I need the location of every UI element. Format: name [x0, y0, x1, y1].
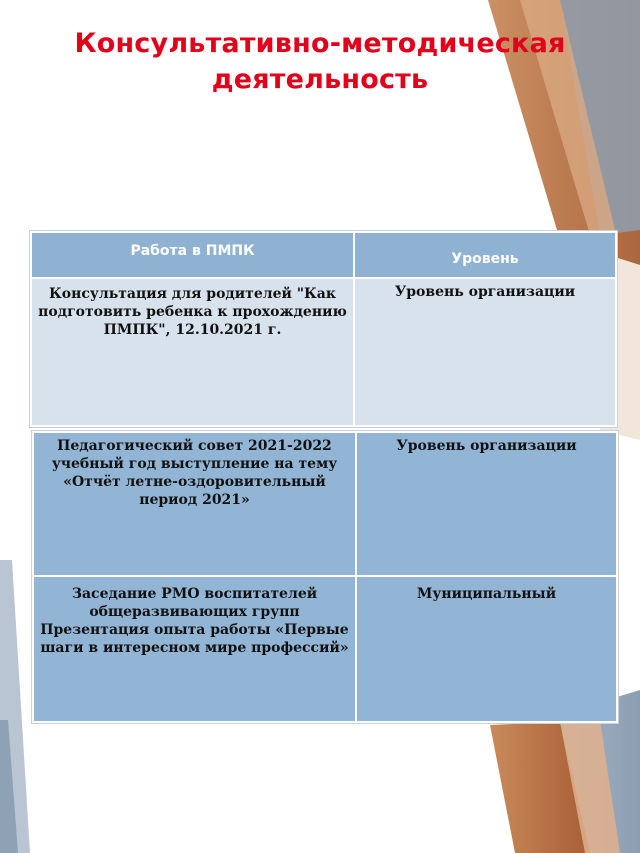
- pmpk-table: [30, 231, 617, 427]
- cell-level: Муниципальный: [356, 576, 617, 722]
- table-row: [33, 576, 617, 722]
- cell-level: Уровень организации: [356, 432, 617, 576]
- page-title: Консультативно-методическая деятельность: [74, 28, 566, 95]
- table-row: [33, 432, 617, 576]
- header-work: Работа в ПМПК: [31, 232, 354, 278]
- cell-level: Уровень организации: [354, 278, 616, 426]
- cell-event: Консультация для родителей "Как подготовить ребенка к прохождению ПМПК", 12.10.2021 г.: [31, 278, 354, 426]
- table-header-row: [31, 232, 616, 278]
- table-row: [31, 278, 616, 426]
- header-level: Уровень: [354, 232, 616, 278]
- events-table: [32, 431, 618, 723]
- cell-event: Заседание РМО воспитателей общеразвивающих групп Презентация опыта работы «Первые шаги в интересном мире профессий»: [33, 576, 356, 722]
- cell-event: Педагогический совет 2021-2022 учебный год выступление на тему «Отчёт летне-оздоровительный период 2021»: [33, 432, 356, 576]
